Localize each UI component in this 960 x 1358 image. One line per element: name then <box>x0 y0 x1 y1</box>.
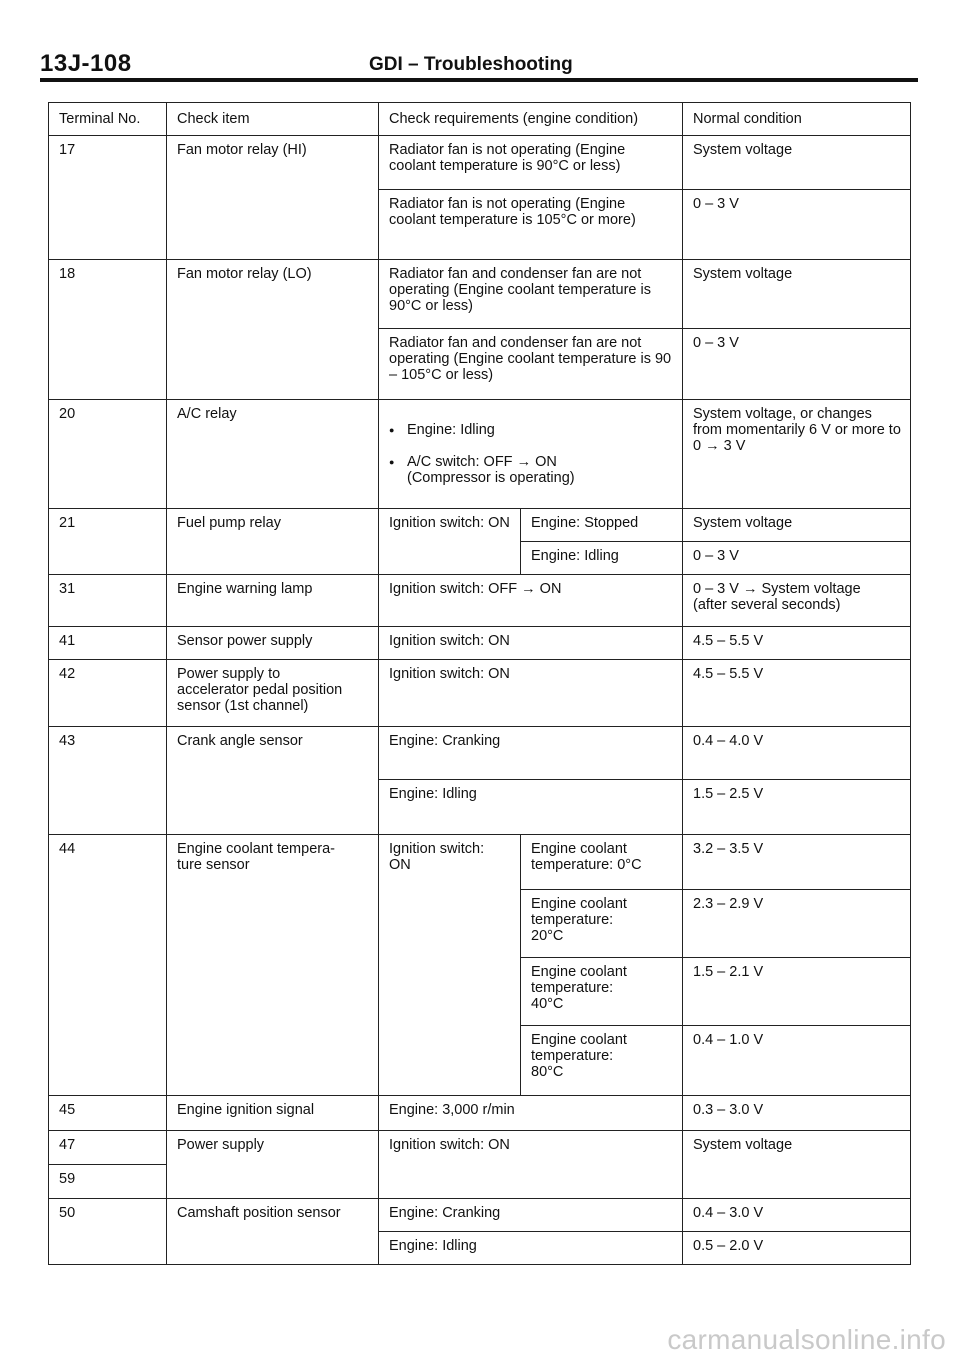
sub-condition: Engine coolant temperature: 0°C <box>521 835 683 890</box>
check-item: Fan motor relay (HI) <box>167 136 379 260</box>
normal-condition: 4.5 – 5.5 V <box>683 627 911 660</box>
normal-condition: 0 – 3 V → System voltage (after several seconds) <box>683 575 911 627</box>
check-requirement: Ignition switch: ON <box>379 835 521 1096</box>
normal-condition: 4.5 – 5.5 V <box>683 660 911 727</box>
terminal-no: 18 <box>49 260 167 400</box>
check-requirement: Ignition switch: ON <box>379 660 683 727</box>
normal-condition: 0.4 – 3.0 V <box>683 1199 911 1232</box>
terminal-no: 50 <box>49 1199 167 1265</box>
table-row <box>49 1131 911 1165</box>
requirement-bullet: ● Engine: Idling <box>389 422 674 438</box>
normal-condition: System voltage <box>683 136 911 190</box>
check-item: Engine ignition signal <box>167 1096 379 1131</box>
check-requirement: Ignition switch: OFF → ON <box>379 575 683 627</box>
terminal-no: 21 <box>49 509 167 575</box>
section-title: GDI – Troubleshooting <box>369 54 573 75</box>
check-item: Engine coolant tempera- ture sensor <box>167 835 379 1096</box>
check-item: Crank angle sensor <box>167 727 379 835</box>
check-requirement: Engine: Cranking <box>379 727 683 780</box>
terminal-no: 31 <box>49 575 167 627</box>
table-row <box>49 660 911 727</box>
terminal-check-table <box>48 102 911 1265</box>
check-requirement: Engine: Idling <box>379 780 683 835</box>
table-row <box>49 1096 911 1131</box>
check-requirement: Radiator fan and condenser fan are not operating (Engine coolant temperature is 90 – 105°C or less) <box>379 329 683 400</box>
check-requirement <box>379 400 683 509</box>
col-header-terminal: Terminal No. <box>49 103 167 136</box>
col-header-check-item: Check item <box>167 103 379 136</box>
check-requirement: Ignition switch: ON <box>379 509 521 575</box>
watermark-url: carmanualsonline.info <box>667 1324 946 1355</box>
check-requirement: Engine: Cranking <box>379 1199 683 1232</box>
normal-condition: 0.4 – 1.0 V <box>683 1026 911 1096</box>
terminal-no: 41 <box>49 627 167 660</box>
table-row <box>49 727 911 780</box>
check-item: Fan motor relay (LO) <box>167 260 379 400</box>
normal-condition: System voltage <box>683 1131 911 1199</box>
terminal-no: 47 <box>49 1131 167 1165</box>
table-row <box>49 260 911 329</box>
terminal-no: 43 <box>49 727 167 835</box>
normal-condition: System voltage <box>683 260 911 329</box>
terminal-no: 20 <box>49 400 167 509</box>
header-rule <box>40 78 918 82</box>
table-row <box>49 1199 911 1232</box>
sub-condition: Engine coolant temperature: 20°C <box>521 890 683 958</box>
check-requirement: Ignition switch: ON <box>379 1131 683 1199</box>
normal-condition: 1.5 – 2.5 V <box>683 780 911 835</box>
terminal-no: 42 <box>49 660 167 727</box>
normal-condition: System voltage <box>683 509 911 542</box>
table-header-row <box>49 103 911 136</box>
normal-condition: 0 – 3 V <box>683 329 911 400</box>
check-item: Camshaft position sensor <box>167 1199 379 1265</box>
col-header-normal-condition: Normal condition <box>683 103 911 136</box>
check-item: Power supply to accelerator pedal position sensor (1st channel) <box>167 660 379 727</box>
check-requirement: Ignition switch: ON <box>379 627 683 660</box>
table-row <box>49 400 911 509</box>
check-requirement: Engine: Idling <box>379 1232 683 1265</box>
check-item: Engine warning lamp <box>167 575 379 627</box>
table-row <box>49 509 911 542</box>
check-requirement: Radiator fan is not operating (Engine coolant temperature is 90°C or less) <box>379 136 683 190</box>
table-row <box>49 835 911 890</box>
page-number: 13J-108 <box>40 50 132 77</box>
table-row <box>49 575 911 627</box>
terminal-no: 44 <box>49 835 167 1096</box>
check-requirement: Radiator fan and condenser fan are not operating (Engine coolant temperature is 90°C or less) <box>379 260 683 329</box>
sub-condition: Engine: Idling <box>521 542 683 575</box>
check-item: Fuel pump relay <box>167 509 379 575</box>
sub-condition: Engine coolant temperature: 40°C <box>521 958 683 1026</box>
check-item: Sensor power supply <box>167 627 379 660</box>
normal-condition: 0.3 – 3.0 V <box>683 1096 911 1131</box>
sub-condition: Engine coolant temperature: 80°C <box>521 1026 683 1096</box>
normal-condition: 2.3 – 2.9 V <box>683 890 911 958</box>
normal-condition: 1.5 – 2.1 V <box>683 958 911 1026</box>
check-requirement: Radiator fan is not operating (Engine coolant temperature is 105°C or more) <box>379 190 683 260</box>
normal-condition: 0.4 – 4.0 V <box>683 727 911 780</box>
terminal-no: 17 <box>49 136 167 260</box>
sub-condition: Engine: Stopped <box>521 509 683 542</box>
terminal-no: 59 <box>49 1165 167 1199</box>
terminal-no: 45 <box>49 1096 167 1131</box>
normal-condition: 0 – 3 V <box>683 190 911 260</box>
table-row <box>49 627 911 660</box>
check-item: A/C relay <box>167 400 379 509</box>
normal-condition: 0 – 3 V <box>683 542 911 575</box>
requirement-bullet: ● A/C switch: OFF → ON (Compressor is operating) <box>389 454 674 486</box>
normal-condition: 3.2 – 3.5 V <box>683 835 911 890</box>
normal-condition: System voltage, or changes from momentarily 6 V or more to 0 → 3 V <box>683 400 911 509</box>
normal-condition: 0.5 – 2.0 V <box>683 1232 911 1265</box>
check-item: Power supply <box>167 1131 379 1199</box>
page-header <box>40 50 918 80</box>
check-requirement: Engine: 3,000 r/min <box>379 1096 683 1131</box>
table-row <box>49 136 911 190</box>
col-header-check-requirements: Check requirements (engine condition) <box>379 103 683 136</box>
